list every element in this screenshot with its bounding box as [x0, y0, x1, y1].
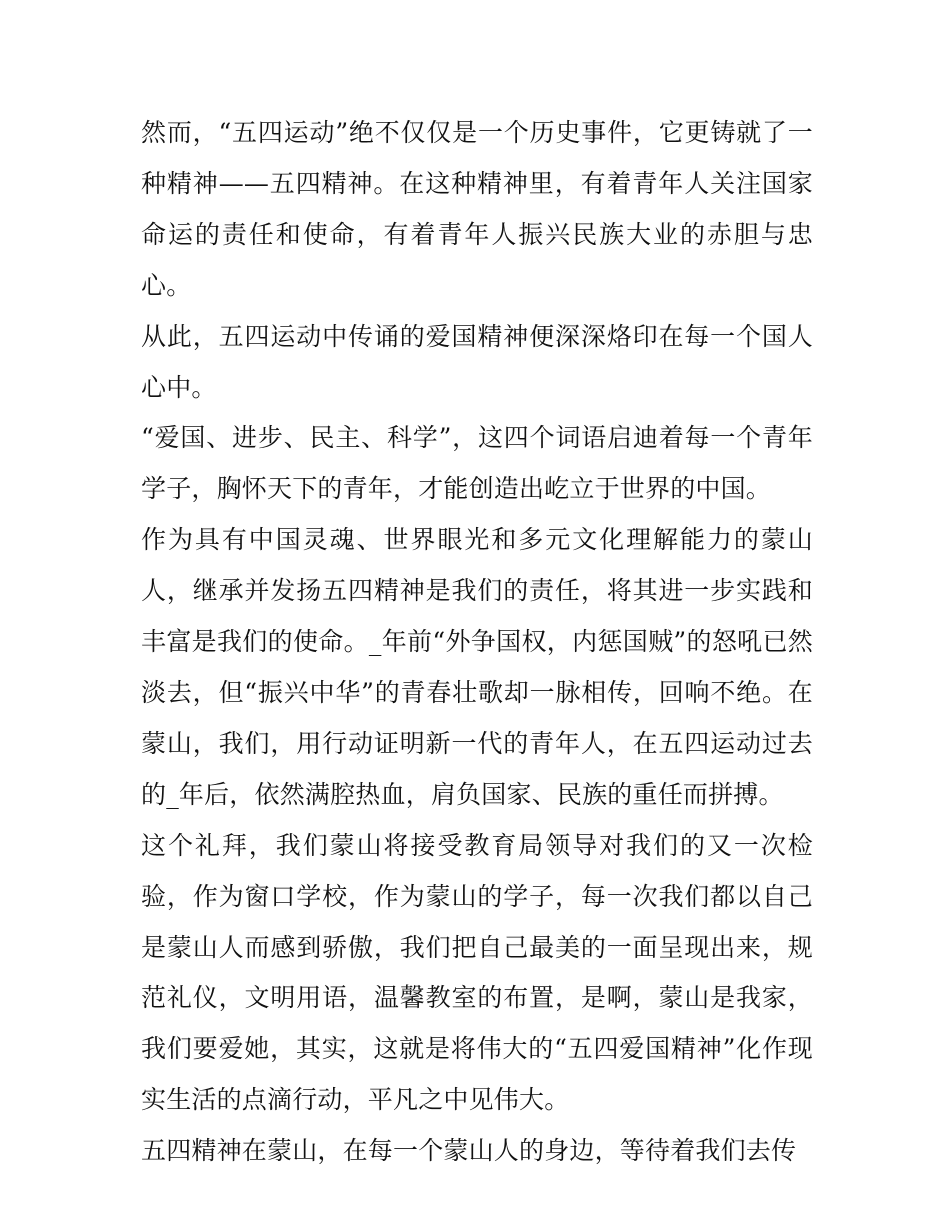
paragraph-6: 五四精神在蒙山，在每一个蒙山人的身边，等待着我们去传: [141, 1136, 797, 1166]
paragraph-4: 作为具有中国灵魂、世界眼光和多元文化理解能力的蒙山人，继承并发扬五四精神是我们的责任，将其进一步实践和丰富是我们的使命。_年前“外争国权，内惩国贼”的怒吼已然淡去，但“振兴中华”的青春壮歌却一脉相传，回响不绝。在蒙山，我们，用行动证明新一代的青年人，在五四运动过去的_年后，依然满腔热血，肩负国家、民族的重任而拼搏。: [141, 525, 813, 809]
paragraph-1: 然而，“五四运动”绝不仅仅是一个历史事件，它更铸就了一种精神——五四精神。在这种精神里，有着青年人关注国家命运的责任和使命，有着青年人振兴民族大业的赤胆与忠心。: [141, 118, 813, 300]
paragraph-5: 这个礼拜，我们蒙山将接受教育局领导对我们的又一次检验，作为窗口学校，作为蒙山的学子，每一次我们都以自己是蒙山人而感到骄傲，我们把自己最美的一面呈现出来，规范礼仪，文明用语，温馨教室的布置，是啊，蒙山是我家，我们要爱她，其实，这就是将伟大的“五四爱国精神”化作现实生活的点滴行动，平凡之中见伟大。: [141, 830, 813, 1115]
paragraph-2: 从此，五四运动中传诵的爱国精神便深深烙印在每一个国人心中。: [141, 321, 813, 402]
paragraph-3: “爱国、进步、民主、科学”，这四个词语启迪着每一个青年学子，胸怀天下的青年，才能创造出屹立于世界的中国。: [141, 423, 813, 504]
document-body: [141, 108, 813, 1177]
